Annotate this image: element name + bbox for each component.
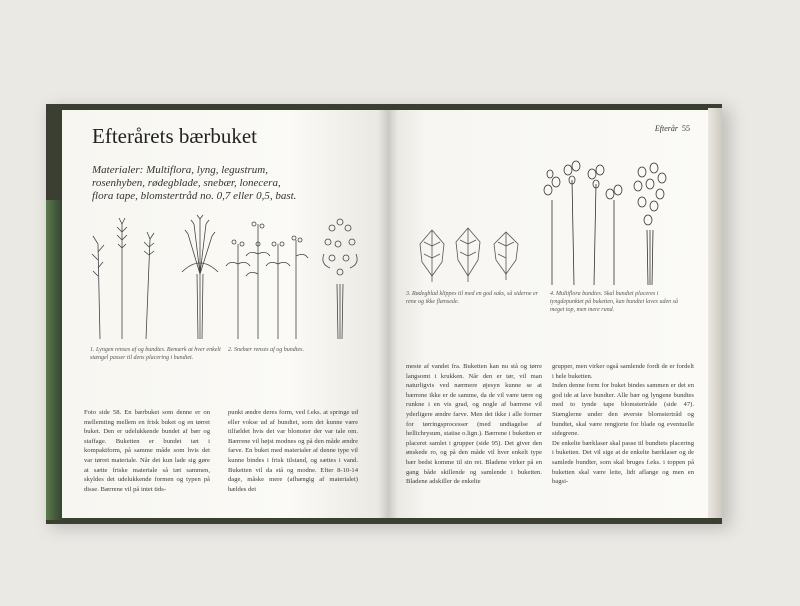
book-gutter xyxy=(378,110,398,518)
left-text-column-1: Foto side 58. En bærbuket som denne er on mellemting mellem en frisk buket og en tørret buket. Den er udelukkende bundet af bær og staffage. Buketten er bundet tæt i kompaktform, på samme måde som hvis det var tørret materiale. Når det kun lade sig gøre at sætte friske materiale så tæt sammen, skyldes det udelukkende formen og typen på disse. Bærrene vil på intet tids- xyxy=(84,409,210,493)
right-page xyxy=(388,110,708,518)
multiflora-sprigs-illustration xyxy=(538,160,628,290)
caption-snowberry: 2. Snebær renses af og bundtes. xyxy=(228,347,304,353)
page-number: 55 xyxy=(682,124,690,133)
page-block-edge xyxy=(708,108,722,518)
heather-sprigs-illustration xyxy=(86,214,186,344)
caption-heather: 1. Lyngen renses af og bundtes. Bemærk at hver enkelt stængel passer til dens placering i bundtet. xyxy=(90,347,221,361)
page-title: Efterårets bærbuket xyxy=(92,124,258,148)
cover-green-edge xyxy=(46,200,62,520)
running-header xyxy=(655,124,690,133)
right-text-column-1: meste af vandet fra. Buketten kan nu stå og tørre langsomt i krukken. Når den er tør, vil man naturligvis ved nærmere øjesyn kunne se at bærrene ikke er de samme, da de vil være tørre og runkne i en vis grad, og nogle af bærrene vil yderligere ændre farve. Men det ikke i alle former for tørringsprocesser (med undtagelse af hellichrysum, statise o.lign.). Bærrene i buketten er placeret samlet i grupper (side 95). Det giver den ønskede ro, og på den måde vil hver enkelt type bær bedst komme til sin ret. Bladene virker på en gang både skillende og samlende i buketten. Bladene adskiller de enkelte xyxy=(406,363,542,486)
heather-bundle-illustration xyxy=(180,214,220,344)
caption-multiflora: 4. Multiflora bundtes. Skal bundtet placeres i tyngdepunktet på buketten, kan bundtet laves uden så meget top, men mere rund. xyxy=(550,291,678,313)
right-text-column-2: grupper, men virker også samlende fordi de er fordelt i hele buketten. Inden denne form for buket bindes sammen er det en god ide at lave bundter. Alle bær og lyngene bundtes med to tynde tape blomstertråde (side 47). Stænglerne under den øverste blomstertråd og bundtet, skal være rengjorte for blade og eventuelle sidegrene. De enkelte bærklaser skal passe til bundtets placering i buketten. Det vil sige at de enkelte bærklaser og de samlede bundter, som skal bruges f.eks. i toppen på buketten skal være lette, lidt aflange og men en bagsi- xyxy=(552,363,694,486)
header-section: Efterår xyxy=(654,124,678,133)
left-page xyxy=(62,110,388,518)
snowberry-bundle-illustration xyxy=(318,214,362,344)
snowberry-sprigs-illustration xyxy=(222,214,312,344)
left-text-column-2: punkt ændre deres form, ved f.eks. at springe ud eller vokse ud af bundtet, som det kunne være tilfældet hvis det var blomster der var tale om. Bærrene vil højst modnes og på den måde ændre farve. En buket med materialer af denne type vil kunne bindes i frisk tilstand, og sættes i vand. Buketten vil da stå og modne. Efter 8-10-14 dage, måske mere (afhængig af materialet) hældes det xyxy=(228,409,358,493)
multiflora-bundle-illustration xyxy=(628,160,672,290)
caption-leaves: 3. Rødegblad klippes til med en god saks, så siderne er rene og ikke flænsede. xyxy=(406,291,538,305)
leaves-illustration xyxy=(412,226,532,286)
materials-list: Materialer: Multiflora, lyng, legustrum, rosenhyben, rødegblade, snebær, lonecera, flora tape, blomstertråd no. 0,7 eller 0,5, bast. xyxy=(92,164,297,202)
